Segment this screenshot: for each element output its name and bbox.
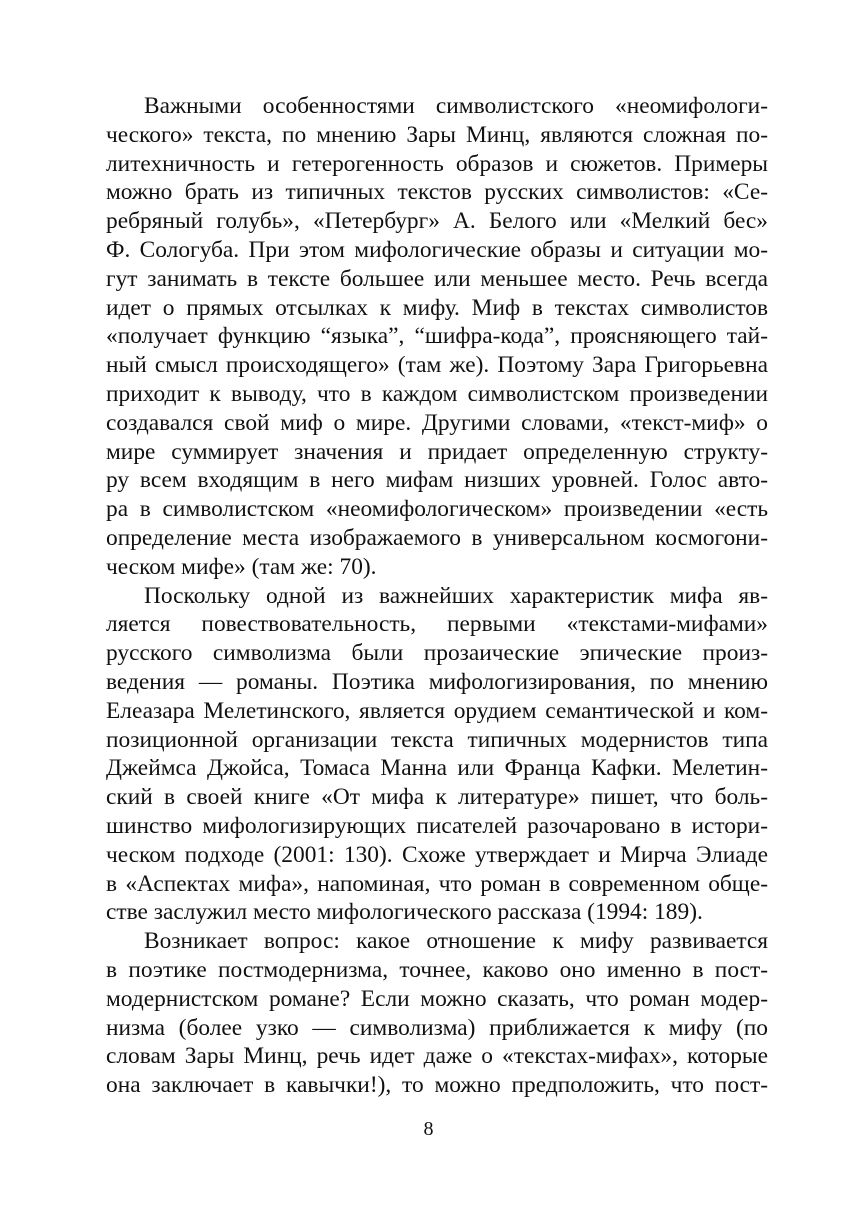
text-line: ческом мифе» (там же: 70).: [106, 553, 377, 580]
text-line: словам Зары Минц, речь идет даже о «текстах-мифах», которые: [106, 1043, 768, 1070]
text-line: русского символизма были прозаические эпические произ-: [106, 640, 768, 667]
text-line: Ф. Сологуба. При этом мифологические образы и ситуации мо-: [106, 236, 768, 263]
text-line: ский в своей книге «От мифа к литературе» пишет, что боль-: [106, 784, 768, 811]
text-line: можно брать из типичных текстов русских символистов: «Се-: [106, 179, 768, 206]
text-line: ный смысл происходящего» (там же). Поэтому Зара Григорьевна: [106, 352, 768, 379]
text-line: ческого» текста, по мнению Зары Минц, являются сложная по-: [106, 121, 768, 148]
text-line: ра в символистском «неомифологическом» произведении «есть: [106, 496, 768, 523]
text-line: мире суммирует значения и придает определенную структу-: [106, 438, 768, 465]
text-line: определение места изображаемого в универсальном космогони-: [106, 524, 768, 551]
page-number: 8: [423, 1118, 434, 1140]
text-line: ведения — романы. Поэтика мифологизирования, по мнению: [106, 668, 768, 695]
text-line: создавался свой миф о мире. Другими словами, «текст-миф» о: [106, 409, 768, 436]
text-line: ляется повествовательность, первыми «текстами-мифами»: [106, 611, 768, 638]
text-line: низма (более узко — символизма) приближается к мифу (по: [106, 1014, 768, 1041]
paragraph-2: [106, 582, 768, 928]
text-line: ребряный голубь», «Петербург» А. Белого или «Мелкий бес»: [106, 208, 768, 235]
text-line: модернистском романе? Если можно сказать, что роман модер-: [106, 985, 768, 1012]
text-line: шинство мифологизирующих писателей разочаровано в истори-: [106, 812, 768, 839]
text-line: гут занимать в тексте большее или меньшее место. Речь всегда: [106, 265, 768, 292]
page-body: [106, 92, 768, 1100]
text-line: Возникает вопрос: какое отношение к мифу развивается: [144, 928, 768, 955]
text-line: в поэтике постмодернизма, точнее, каково оно именно в пост-: [106, 956, 768, 983]
text-line: в «Аспектах мифа», напоминая, что роман в современном обще-: [106, 870, 768, 897]
text-line: Елеазара Мелетинского, является орудием семантической и ком-: [106, 697, 768, 724]
text-line: «получает функцию “языка”, “шифра-кода”, проясняющего тай-: [106, 323, 768, 350]
paragraph-1: [106, 92, 768, 582]
text-line: стве заслужил место мифологического рассказа (1994: 189).: [106, 899, 703, 926]
paragraph-3: [106, 927, 768, 1100]
text-line: она заключает в кавычки!), то можно предположить, что пост-: [106, 1072, 768, 1099]
text-line: ру всем входящим в него мифам низших уровней. Голос авто-: [106, 467, 768, 494]
text-line: Важными особенностями символистского «неомифологи-: [144, 93, 768, 119]
text-line: идет о прямых отсылках к мифу. Миф в текстах символистов: [106, 294, 768, 321]
text-line: Джеймса Джойса, Томаса Манна или Франца Кафки. Мелетин-: [106, 755, 768, 782]
text-line: позиционной организации текста типичных модернистов типа: [106, 726, 768, 753]
text-line: приходит к выводу, что в каждом символистском произведении: [106, 380, 768, 407]
text-line: литехничность и гетерогенность образов и сюжетов. Примеры: [106, 150, 768, 177]
text-line: Поскольку одной из важнейших характеристик мифа яв-: [144, 582, 768, 609]
text-line: ческом подходе (2001: 130). Схоже утверждает и Мирча Элиаде: [106, 841, 768, 868]
